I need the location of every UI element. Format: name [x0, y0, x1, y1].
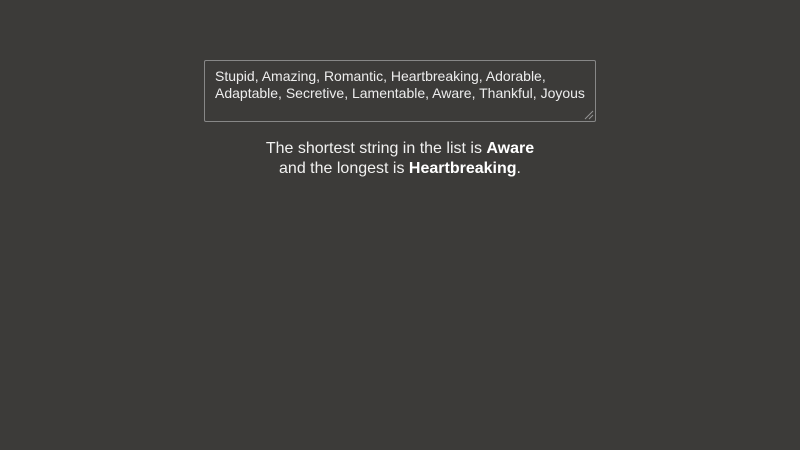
- longest-word: Heartbreaking: [408, 160, 517, 177]
- result-text: [0, 139, 800, 179]
- result-line1-prefix: The shortest string in the list is: [265, 140, 487, 157]
- shortest-word: Aware: [486, 140, 535, 157]
- page: [0, 0, 800, 179]
- result-period: .: [516, 160, 521, 177]
- word-list-input[interactable]: [204, 60, 596, 122]
- result-line2-prefix: and the longest is: [279, 160, 409, 177]
- word-list-container: [204, 60, 596, 122]
